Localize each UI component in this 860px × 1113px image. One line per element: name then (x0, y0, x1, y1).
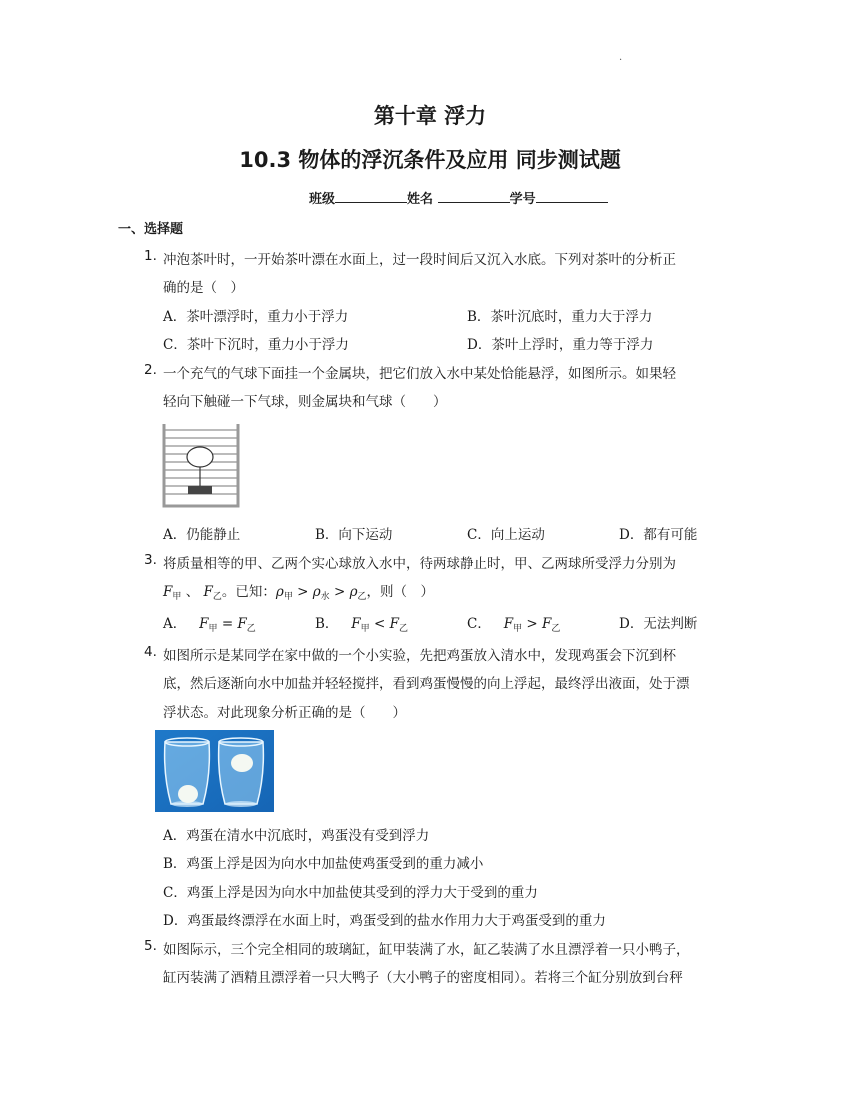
balloon-in-water-figure (160, 422, 244, 510)
q4-option-d: D．鸡蛋最终漂浮在水面上时，鸡蛋受到的盐水作用力大于鸡蛋受到的重力 (163, 913, 606, 929)
q5-stem-line1: 如图际示，三个完全相同的玻璃缸，缸甲装满了水，缸乙装满了水且漂浮着一只小鸭子， (163, 942, 690, 958)
q2-number: 2. (144, 362, 157, 378)
q3-number: 3. (144, 552, 157, 568)
q5-stem-line2: 缸丙装满了酒精且漂浮着一只大鸭子（大小鸭子的密度相同）。若将三个缸分别放到台秤 (163, 970, 683, 986)
q2-option-c: C．向上运动 (467, 527, 545, 543)
q2-option-a: A．仍能静止 (163, 527, 241, 543)
class-label: 班级 (309, 192, 336, 207)
q1-option-a: A．茶叶漂浮时，重力小于浮力 (163, 309, 349, 325)
section-title: 一、选择题 (118, 222, 184, 237)
q4-option-b: B．鸡蛋上浮是因为向水中加盐使鸡蛋受到的重力减小 (163, 856, 484, 872)
q3-option-c: C． $F_甲 > F_乙$ (467, 616, 561, 634)
egg-in-water-photo (155, 730, 274, 812)
q2-stem-line2: 轻向下触碰一下气球，则金属块和气球（ ） (163, 394, 447, 410)
q3-stem-line1: 将质量相等的甲、乙两个实心球放入水中，待两球静止时，甲、乙两球所受浮力分别为 (163, 556, 676, 572)
q3-option-b: B． $F_甲 < F_乙$ (315, 616, 408, 634)
q2-option-d: D．都有可能 (619, 527, 698, 543)
name-label: 姓名 (407, 192, 434, 207)
chapter-title: 第十章 浮力 (373, 104, 487, 128)
q1-stem-line1: 冲泡茶叶时，一开始茶叶漂在水面上，过一段时间后又沉入水底。下列对茶叶的分析正 (163, 252, 676, 268)
q4-stem-line1: 如图所示是某同学在家中做的一个小实验，先把鸡蛋放入清水中，发现鸡蛋会下沉到杯 (163, 648, 676, 664)
q3-option-a: A． $F_甲 = F_乙$ (163, 616, 256, 634)
q3-stem-line2: $F_甲$ 、 $F_乙$。已知：$\rho_甲 > \rho_水 > \rho_乙$，则（ ） (163, 584, 435, 602)
q4-number: 4. (144, 644, 157, 660)
id-blank (536, 190, 608, 203)
q2-stem-line1: 一个充气的气球下面挂一个金属块，把它们放入水中某处恰能悬浮，如图所示。如果轻 (163, 366, 676, 382)
class-blank (335, 190, 407, 203)
q4-option-c: C．鸡蛋上浮是因为向水中加盐使其受到的浮力大于受到的重力 (163, 885, 538, 901)
q5-number: 5. (144, 938, 157, 954)
q2-option-b: B．向下运动 (315, 527, 393, 543)
q3-option-d: D．无法判断 (619, 616, 698, 632)
page-title: 10.3 物体的浮沉条件及应用 同步测试题 (239, 148, 621, 172)
q1-option-d: D．茶叶上浮时，重力等于浮力 (467, 337, 654, 353)
q1-option-b: B．茶叶沉底时，重力大于浮力 (467, 309, 653, 325)
name-blank (438, 190, 510, 203)
q1-number: 1. (144, 248, 157, 264)
q1-stem-line2: 确的是（ ） (163, 280, 244, 296)
q4-stem-line3: 浮状态。对此现象分析正确的是（ ） (163, 705, 406, 721)
id-label: 学号 (509, 192, 536, 207)
student-info-line (309, 188, 608, 207)
page-mark: . (619, 52, 623, 63)
q4-stem-line2: 底，然后逐渐向水中加盐并轻轻搅拌，看到鸡蛋慢慢的向上浮起，最终浮出液面，处于漂 (163, 676, 690, 692)
q1-option-c: C．茶叶下沉时，重力小于浮力 (163, 337, 349, 353)
q4-option-a: A．鸡蛋在清水中沉底时，鸡蛋没有受到浮力 (163, 828, 430, 844)
